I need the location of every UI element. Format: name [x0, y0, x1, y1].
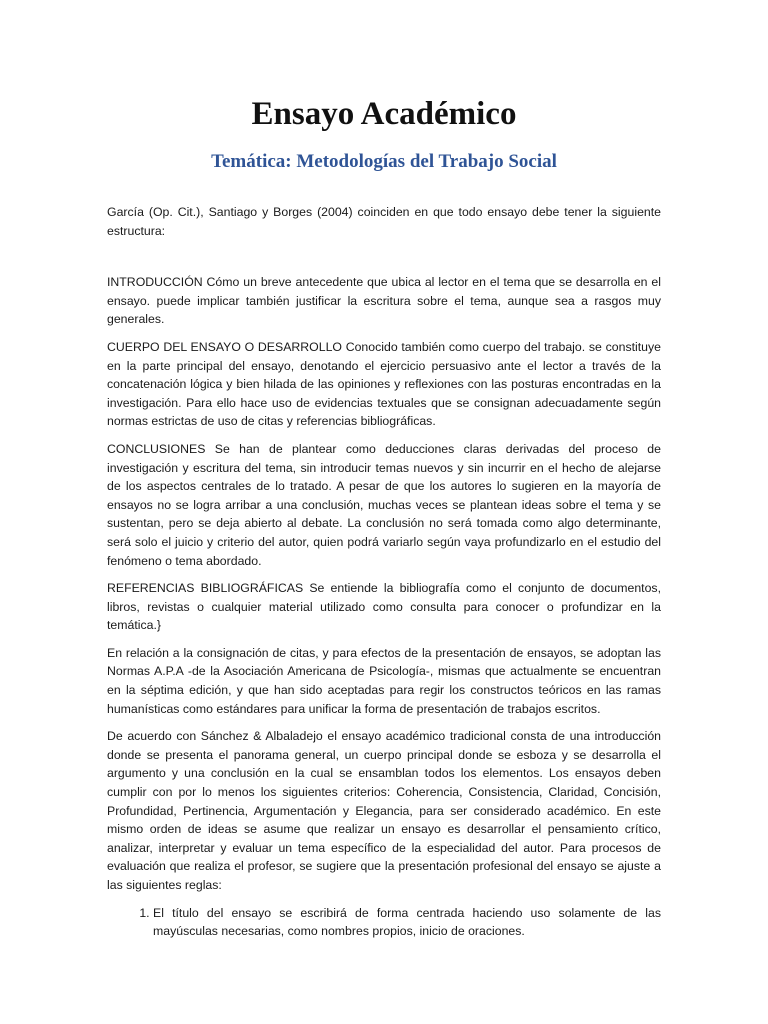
- paragraph-intro-structure: García (Op. Cit.), Santiago y Borges (2004) coinciden en que todo ensayo debe tener la siguiente estructura:: [107, 205, 661, 238]
- paragraph-cuerpo: CUERPO DEL ENSAYO O DESARROLLO Conocido también como cuerpo del trabajo. se constituye en la parte principal del ensayo, denotando el ejercicio persuasivo ante el lector a través de la concatenación lógica y bien hilada de las opiniones y reflexiones con las posturas encontradas en la investigación. Para ello hace uso de evidencias textuales que se consignan adecuadamente según normas estrictas de uso de citas y referencias bibliográficas.: [107, 339, 661, 429]
- document-body: [107, 203, 661, 941]
- list-item: 1. El título del ensayo se escribirá de forma centrada haciendo uso solamente de las mayúsculas necesarias, como nombres propios, inicio de oraciones.: [153, 904, 661, 941]
- paragraph-sanchez-albaladejo: De acuerdo con Sánchez & Albaladejo el ensayo académico tradicional consta de una introducción donde se presenta el panorama general, un cuerpo principal donde se esboza y se desarrolla el argumento y una conclusión en la cual se ensamblan todos los elementos. Los ensayos deben cumplir con por lo menos los siguientes criterios: Coherencia, Consistencia, Claridad, Concisión, Profundidad, Pertinencia, Argumentación y Elegancia, para ser considerado académico. En este mismo orden de ideas se asume que realizar un ensayo es desarrollar el pensamiento crítico, analizar, interpretar y evaluar un tema específico de la especialidad del autor. Para procesos de evaluación que realiza el profesor, se sugiere que la presentación profesional del ensayo se ajuste a las siguientes reglas:: [107, 729, 661, 892]
- paragraph-citas-apa: En relación a la consignación de citas, y para efectos de la presentación de ensayos, se adoptan las Normas A.P.A -de la Asociación Americana de Psicología-, mismas que actualmente se encuentran en la séptima edición, y que han sido aceptadas para regir los constructos teóricos en las ramas humanísticas como estándares para unificar la forma de presentación de trabajos escritos.: [107, 645, 661, 716]
- document-page: [107, 0, 661, 1024]
- paragraph-introduccion: INTRODUCCIÓN Cómo un breve antecedente que ubica al lector en el tema que se desarrolla en el ensayo. puede implicar también justificar la escritura sobre el tema, aunque sea a rasgos muy generales.: [107, 275, 661, 327]
- document-title: Ensayo Académico: [251, 96, 517, 132]
- paragraph-conclusiones: CONCLUSIONES Se han de plantear como deducciones claras derivadas del proceso de investigación y escritura del tema, sin introducir temas nuevos y sin incurrir en el hecho de alejarse de los aspectos centrales de lo tratado. A pesar de que los autores lo sugieren en la mayoría de ensayos no se logra arribar a una conclusión, muchas veces se plantean ideas sobre el tema y se sustentan, pero se deja abierto al debate. La conclusión no será tomada como algo determinante, será solo el juicio y criterio del autor, quien podrá variarlo según vaya profundizarlo en el estudio del fenómeno o tema abordado.: [107, 441, 661, 568]
- paragraph-referencias: REFERENCIAS BIBLIOGRÁFICAS Se entiende la bibliografía como el conjunto de documentos, libros, revistas o cualquier material utilizado como consulta para conocer o profundizar en la temática.}: [107, 581, 661, 633]
- rules-list: [107, 904, 661, 941]
- document-subtitle: Temática: Metodologías del Trabajo Social: [211, 151, 557, 172]
